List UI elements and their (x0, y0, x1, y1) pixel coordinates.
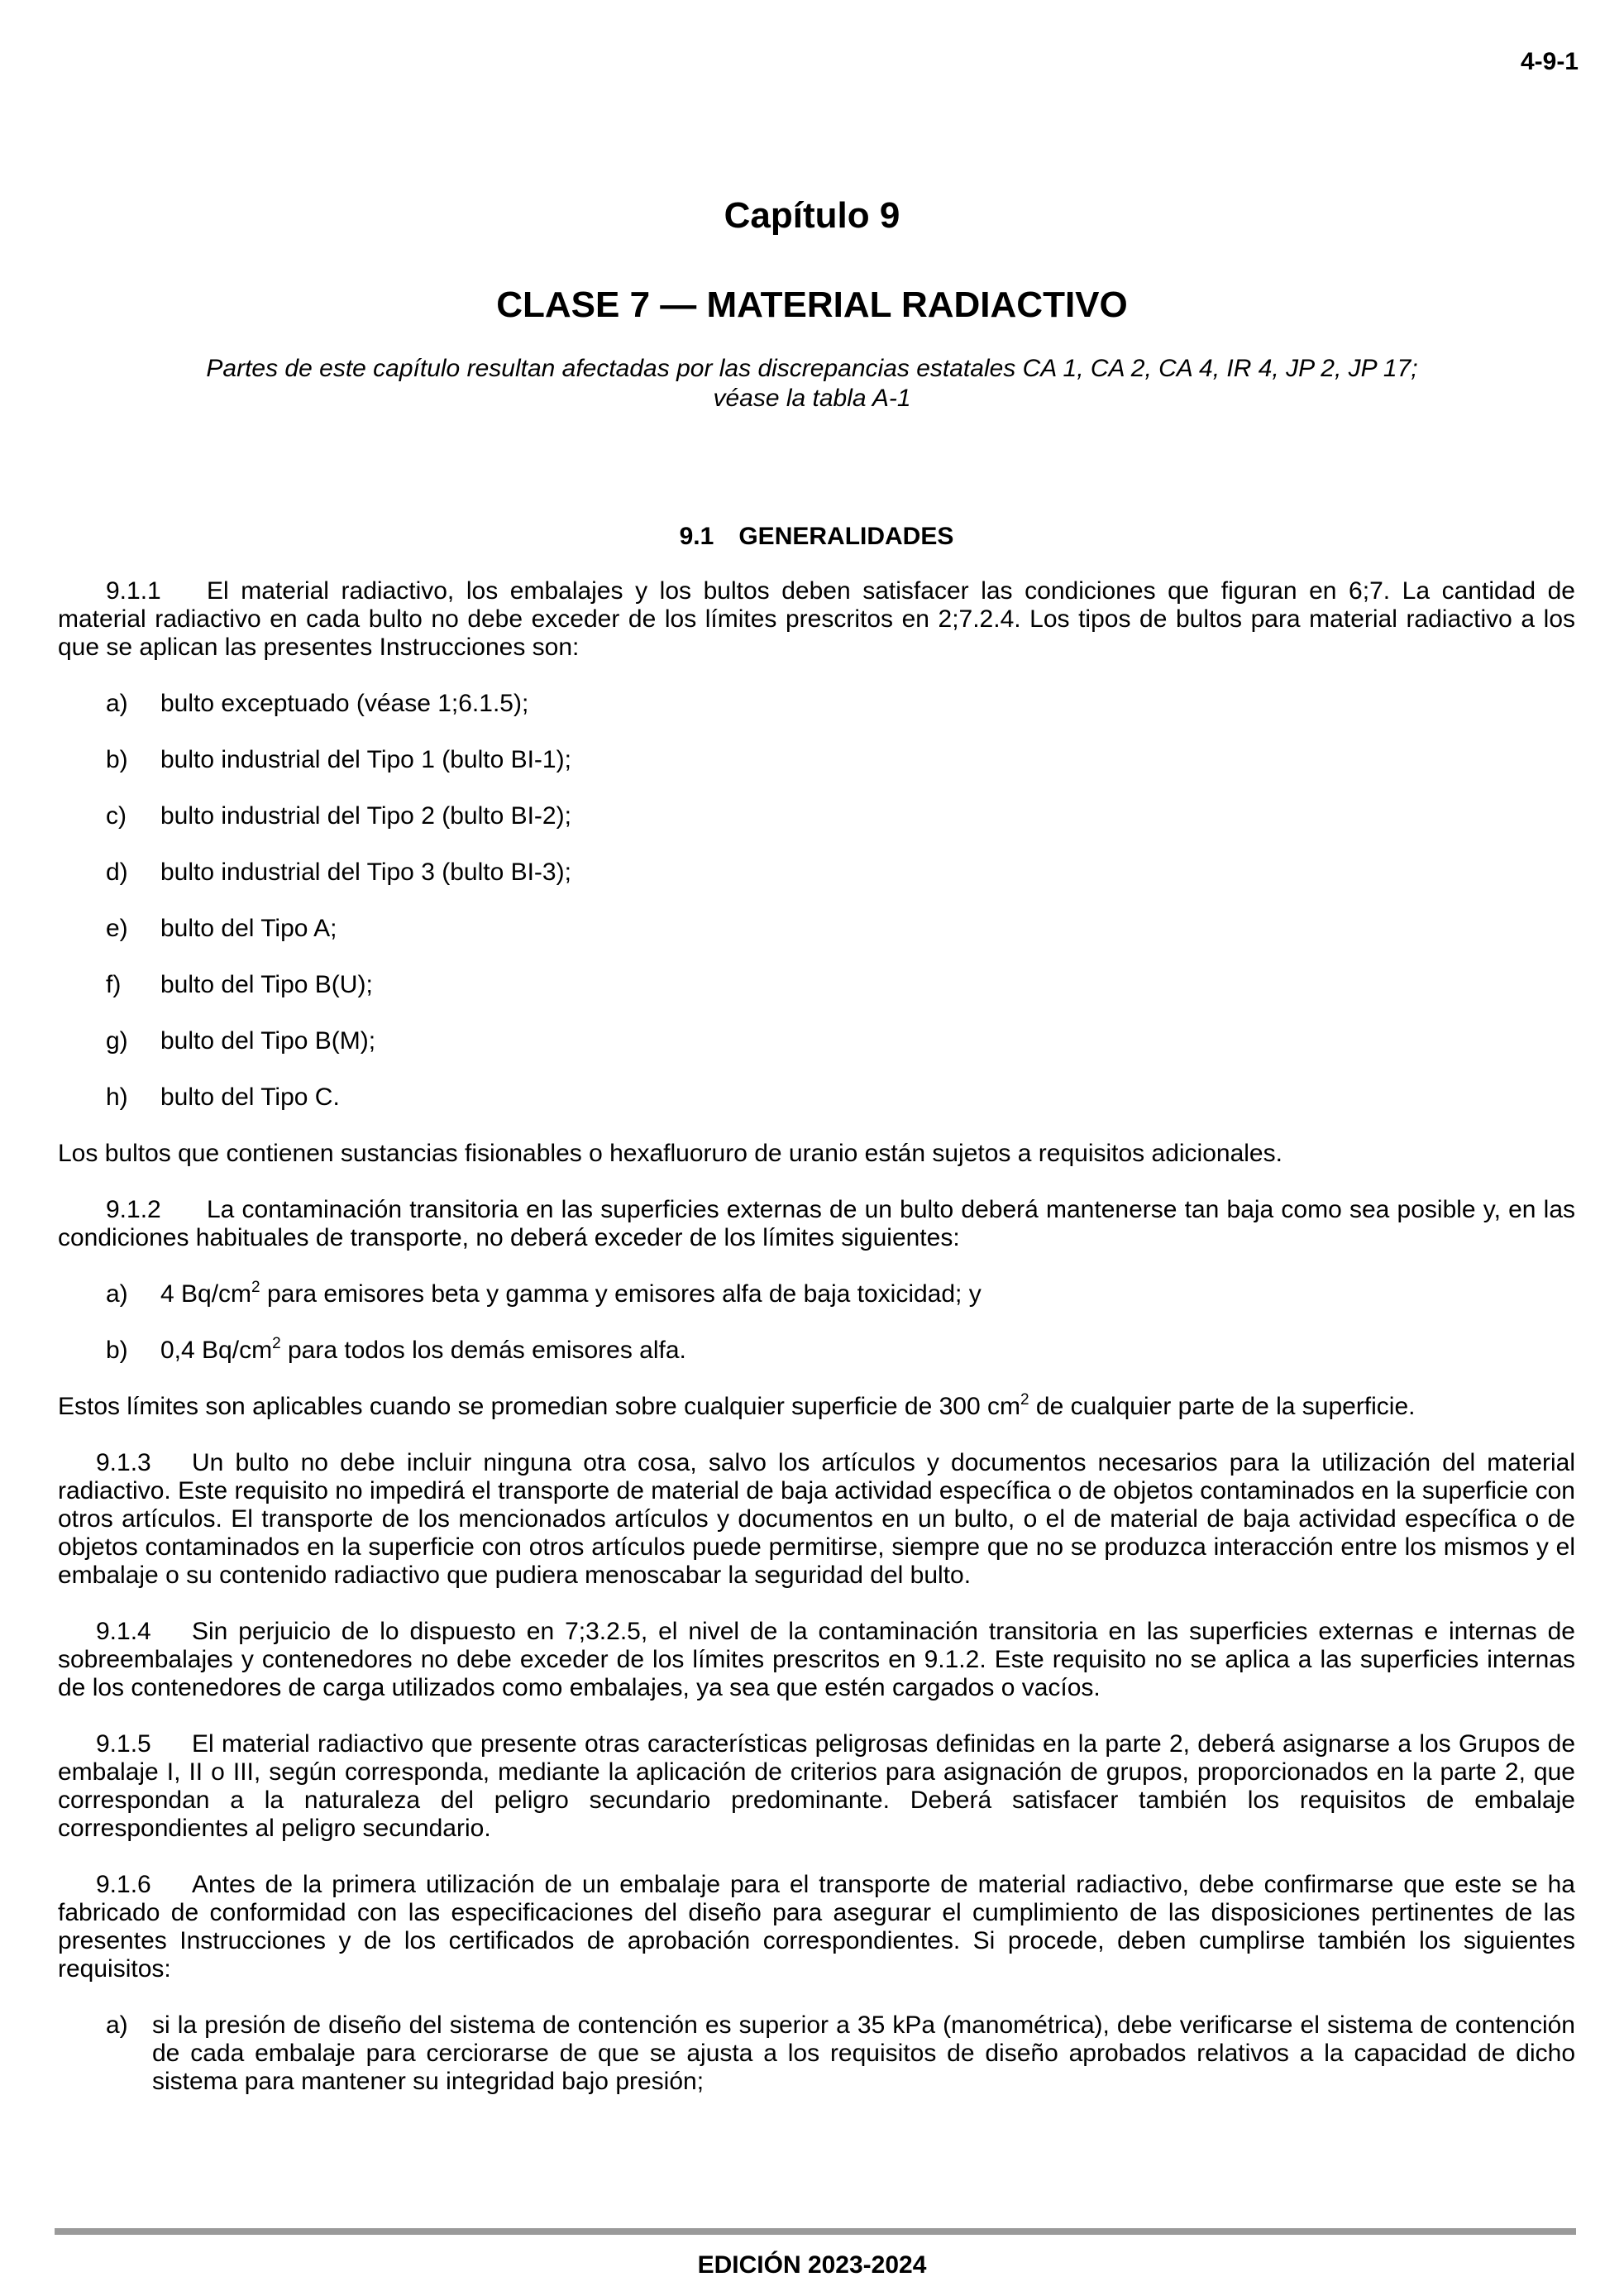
paragraph-number: 9.1.4 (96, 1618, 151, 1645)
requirements-list (58, 2011, 1575, 2096)
list-text: bulto exceptuado (véase 1;6.1.5); (160, 690, 529, 717)
list-item (58, 1280, 1575, 1308)
list-marker: h) (106, 1083, 128, 1111)
limit-description: para todos los demás emisores alfa. (280, 1337, 686, 1364)
list-text: bulto del Tipo A; (160, 915, 337, 942)
list-marker: a) (106, 690, 128, 717)
paragraph-9-1-3 (58, 1449, 1575, 1590)
list-text: bulto del Tipo B(M); (160, 1027, 376, 1055)
discrepancy-line-2: véase la tabla A-1 (713, 385, 911, 412)
list-marker: e) (106, 915, 128, 942)
list-text: bulto industrial del Tipo 2 (bulto BI-2); (160, 802, 571, 830)
list-item (58, 915, 1575, 943)
list-item (58, 859, 1575, 887)
paragraph-number: 9.1.6 (96, 1871, 151, 1898)
paragraph-number: 9.1.3 (96, 1449, 151, 1476)
superscript: 2 (251, 1279, 260, 1296)
list-text: bulto del Tipo C. (160, 1083, 340, 1111)
paragraph-9-1-2-closing (58, 1393, 1575, 1421)
paragraph-text: Antes de la primera utilización de un embalaje para el transporte de material radiactivo, debe confirmarse que este se ha fabricado de conformidad con las especificaciones del diseño para asegurar el cumplimiento de las disposiciones pertinentes de las presentes Instrucciones y de los certificados de aprobación correspondientes. Si procede, deben cumplirse también los siguientes requisitos: (58, 1871, 1575, 1983)
list-marker: d) (106, 859, 128, 886)
list-item (58, 1027, 1575, 1055)
list-text: bulto del Tipo B(U); (160, 971, 373, 998)
list-item (58, 1083, 1575, 1112)
superscript: 2 (272, 1335, 281, 1352)
paragraph-9-1-4 (58, 1618, 1575, 1702)
list-item (58, 2011, 1575, 2096)
section-number: 9.1 (679, 523, 714, 550)
list-text (160, 1337, 1575, 1365)
paragraph-9-1-5 (58, 1730, 1575, 1843)
paragraph-9-1-1-closing: Los bultos que contienen sustancias fisionables o hexafluoruro de uranio están sujetos a requisitos adicionales. (58, 1140, 1282, 1167)
document-body (58, 523, 1575, 2124)
list-text: si la presión de diseño del sistema de contención es superior a 35 kPa (manométrica), debe verificarse el sistema de contención de cada embalaje para cerciorarse de que se ajusta a los requisitos de diseño aprobados relativos a la capacidad de dicho sistema para mantener su integridad bajo presión; (152, 2011, 1575, 2095)
paragraph-9-1-2 (58, 1196, 1575, 1252)
paragraph-text: El material radiactivo, los embalajes y los bultos deben satisfacer las condiciones que figuran en 6;7. La cantidad de material radiactivo en cada bulto no debe exceder de los límites prescritos en 2;7.2.4. Los tipos de bultos para material radiactivo a los que se aplican las presentes Instrucciones son: (58, 577, 1575, 661)
paragraph-9-1-1 (58, 577, 1575, 662)
list-item (58, 1337, 1575, 1365)
limit-value: 4 Bq/cm (160, 1280, 252, 1308)
closing-text: Estos límites son aplicables cuando se promedian sobre cualquier superficie de 300 cm (58, 1393, 1020, 1420)
superscript: 2 (1020, 1391, 1029, 1409)
list-marker: f) (106, 971, 122, 998)
discrepancy-note (0, 354, 1624, 414)
list-marker: b) (106, 746, 128, 773)
section-title: GENERALIDADES (738, 523, 954, 550)
section-heading (58, 523, 1575, 551)
limit-value: 0,4 Bq/cm (160, 1337, 273, 1364)
list-marker: a) (106, 2011, 128, 2039)
closing-text-end: de cualquier parte de la superficie. (1029, 1393, 1416, 1420)
list-text: bulto industrial del Tipo 1 (bulto BI-1); (160, 746, 571, 773)
paragraph-text: La contaminación transitoria en las superficies externas de un bulto deberá mantenerse tan baja como sea posible y, en las condiciones habituales de transporte, no deberá exceder de los límites siguientes: (58, 1196, 1575, 1251)
edition-footer: EDICIÓN 2023-2024 (697, 2251, 927, 2279)
footer-divider (55, 2228, 1576, 2235)
list-marker: a) (106, 1280, 128, 1308)
list-text (160, 1280, 1575, 1308)
paragraph-text: Un bulto no debe incluir ninguna otra cosa, salvo los artículos y documentos necesarios para la utilización del material radiactivo. Este requisito no impedirá el transporte de material de baja actividad específica o de objetos contaminados en la superficie con otros artículos. El transporte de los mencionados artículos y documentos en un bulto, o el de material de baja actividad específica o de objetos contaminados en la superficie con otros artículos puede permitirse, siempre que no se produzca interacción entre los mismos y el embalaje o su contenido radiactivo que pudiera menoscabar la seguridad del bulto. (58, 1449, 1575, 1589)
discrepancy-line-1: Partes de este capítulo resultan afectadas por las discrepancias estatales CA 1, CA 2, CA 4, IR 4, JP 2, JP 17; (206, 355, 1418, 382)
list-item (58, 971, 1575, 999)
list-marker: c) (106, 802, 127, 830)
contamination-limits-list (58, 1280, 1575, 1365)
paragraph-text: Sin perjuicio de lo dispuesto en 7;3.2.5, el nivel de la contaminación transitoria en las superficies externas e internas de sobreembalajes y contenedores no debe exceder de los límites prescritos en 9.1.2. Este requisito no se aplica a las superficies internas de los contenedores de carga utilizados como embalajes, ya sea que estén cargados o vacíos. (58, 1618, 1575, 1701)
list-item (58, 690, 1575, 718)
limit-description: para emisores beta y gamma y emisores alfa de baja toxicidad; y (260, 1280, 982, 1308)
list-text: bulto industrial del Tipo 3 (bulto BI-3); (160, 859, 571, 886)
chapter-title: Capítulo 9 (724, 195, 900, 236)
paragraph-9-1-6 (58, 1871, 1575, 1983)
list-marker: g) (106, 1027, 128, 1055)
list-item (58, 802, 1575, 830)
paragraph-number: 9.1.2 (106, 1196, 161, 1223)
chapter-subtitle: CLASE 7 — MATERIAL RADIACTIVO (496, 285, 1128, 325)
package-type-list (58, 690, 1575, 1112)
paragraph-text: El material radiactivo que presente otras características peligrosas definidas en la parte 2, deberá asignarse a los Grupos de embalaje I, II o III, según corresponda, mediante la aplicación de criterios para asignación de grupos, proporcionados en la parte 2, que correspondan a la naturaleza del peligro secundario predominante. Deberá satisfacer también los requisitos de embalaje correspondientes al peligro secundario. (58, 1730, 1575, 1842)
paragraph-number: 9.1.5 (96, 1730, 151, 1758)
list-item (58, 746, 1575, 774)
list-marker: b) (106, 1337, 128, 1364)
paragraph-number: 9.1.1 (106, 577, 161, 605)
page-number: 4-9-1 (1520, 48, 1579, 75)
